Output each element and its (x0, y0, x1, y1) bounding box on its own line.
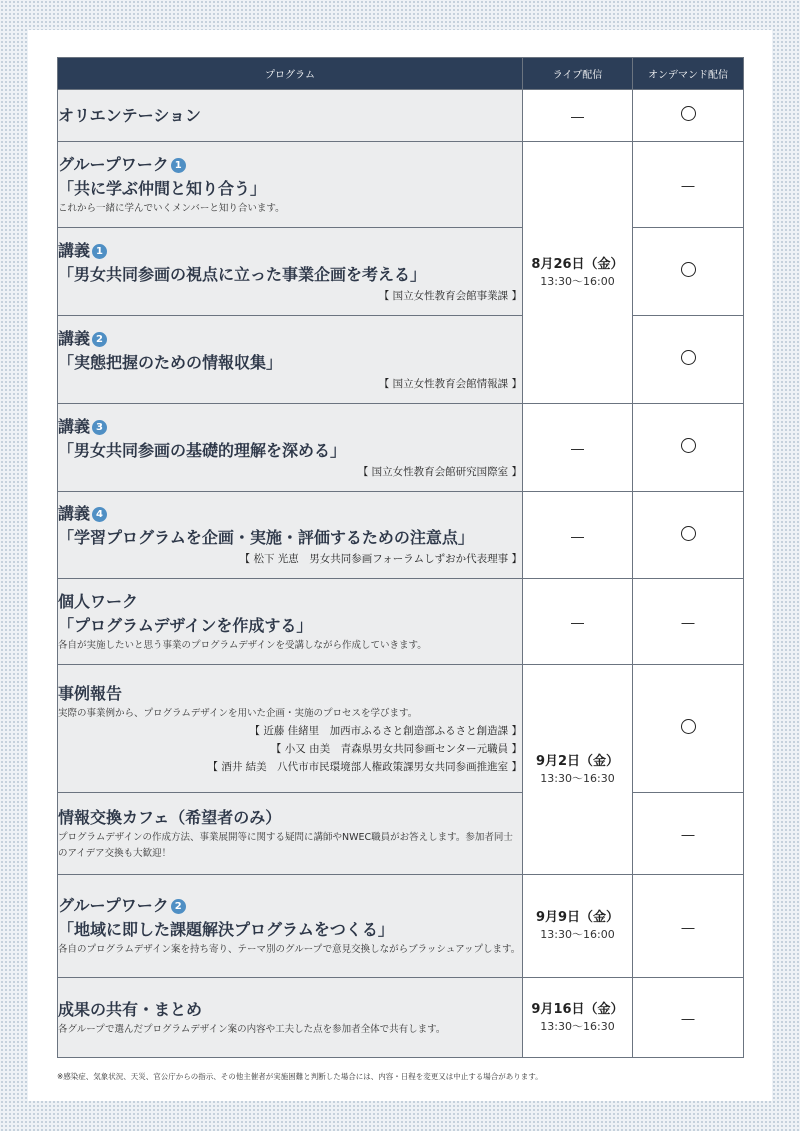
program-description: プログラムデザインの作成方法、事業展開等に関する疑問に講師やNWEC職員がお答えします。参加者同士のアイデア交換も大歓迎！ (58, 831, 513, 859)
program-subtitle: 「男女共同参画の基礎的理解を深める」 (58, 440, 347, 460)
program-sheet (28, 30, 772, 1101)
program-description: 各グループで選んだプログラムデザイン案の内容や工夫した点を参加者全体で共有します。 (58, 1023, 446, 1035)
program-title: 講義 (58, 416, 91, 436)
ondemand-cell (633, 316, 744, 404)
program-title: 事例報告 (58, 683, 123, 703)
program-description: 各自のプログラムデザイン案を持ち寄り、テーマ別のグループで意見交換しながらブラッシュアップします。 (58, 944, 521, 955)
lecturer: 【 国立女性教育会館事業課 】 (378, 289, 522, 302)
lecturer: 【 国立女性教育会館情報課 】 (378, 377, 522, 390)
ondemand-cell (633, 579, 744, 665)
table-row (58, 579, 744, 665)
program-cell (58, 875, 523, 978)
program-cell (58, 142, 523, 228)
program-description: 各自が実施したいと思う事業のプログラムデザインを受講しながら作成していきます。 (58, 639, 427, 651)
table-row (58, 404, 744, 492)
lecturer: 【 松下 光恵 男女共同参画フォーラムしずおか代表理事 】 (239, 553, 522, 565)
number-badge: 2 (171, 899, 186, 914)
program-cell (58, 793, 523, 875)
table-row (58, 316, 744, 404)
dash-mark: ― (681, 616, 695, 631)
program-subtitle: 「実態把握のための情報収集」 (58, 352, 283, 372)
session-time: 13:30〜16:00 (540, 928, 615, 941)
program-subtitle: 「共に学ぶ仲間と知り合う」 (58, 178, 267, 198)
ondemand-cell (633, 665, 744, 793)
session-time: 13:30〜16:30 (540, 1019, 615, 1033)
lecturer: 【 小又 由美 青森県男女共同参画センター元職員 】 (270, 742, 522, 755)
number-badge: 4 (92, 507, 107, 522)
program-title: 講義 (58, 504, 91, 523)
program-cell (58, 665, 523, 793)
program-description: これから一緒に学んでいくメンバーと知り合います。 (58, 202, 285, 214)
live-cell (523, 579, 633, 665)
header-program: プログラム (58, 58, 523, 90)
number-badge: 1 (171, 158, 186, 173)
live-cell (523, 492, 633, 579)
program-title: グループワーク (58, 154, 169, 174)
ondemand-cell (633, 404, 744, 492)
program-title: 情報交換カフェ（希望者のみ） (58, 807, 282, 827)
ondemand-cell (633, 492, 744, 579)
dash-mark: ― (681, 1012, 695, 1027)
session-date: 9月9日（金） (535, 910, 620, 925)
program-title: 講義 (58, 328, 91, 348)
ondemand-cell (633, 978, 744, 1058)
program-subtitle: 「学習プログラムを企画・実施・評価するための注意点」 (58, 528, 474, 547)
program-title: 個人ワーク (58, 591, 139, 611)
number-badge: 2 (92, 332, 107, 347)
program-title: 講義 (58, 240, 91, 260)
circle-mark (681, 526, 696, 541)
table-row (58, 665, 744, 793)
table-row (58, 492, 744, 579)
footnote: ※感染症、気象状況、天災、官公庁からの指示、その他主催者が実施困難と判断した場合には、内容・日程を変更又は中止する場合があります。 (57, 1072, 543, 1081)
table-row (58, 90, 744, 142)
circle-mark (681, 350, 696, 365)
program-subtitle: 「プログラムデザインを作成する」 (58, 615, 313, 635)
program-description: 実際の事業例から、プログラムデザインを用いた企画・実施のプロセスを学びます。 (58, 707, 418, 719)
live-cell (523, 404, 633, 492)
header-ondemand: オンデマンド配信 (633, 58, 744, 90)
program-cell (58, 492, 523, 579)
program-title: オリエンテーション (58, 105, 202, 125)
dash-mark: ― (681, 179, 695, 194)
program-table (57, 57, 744, 1058)
table-row (58, 978, 744, 1058)
lecturer: 【 近藤 佳緒里 加西市ふるさと創造部ふるさと創造課 】 (249, 724, 522, 737)
session-time: 13:30〜16:00 (540, 274, 615, 288)
live-cell-session-3 (523, 875, 633, 978)
circle-mark (681, 106, 696, 121)
lecturer: 【 酒井 結美 八代市市民環境部人権政策課男女共同参画推進室 】 (207, 760, 522, 773)
number-badge: 1 (92, 244, 107, 259)
ondemand-cell (633, 90, 744, 142)
program-subtitle: 「地域に即した課題解決プログラムをつくる」 (58, 920, 394, 939)
table-header (58, 58, 744, 90)
session-date: 9月2日（金） (535, 753, 620, 769)
program-cell (58, 978, 523, 1058)
program-subtitle: 「男女共同参画の視点に立った事業企画を考える」 (58, 264, 427, 284)
header-live: ライブ配信 (523, 58, 633, 90)
table-row (58, 875, 744, 978)
circle-mark (681, 719, 696, 734)
table-row (58, 142, 744, 228)
session-date: 9月16日（金） (531, 1001, 624, 1017)
live-cell-session-4 (523, 978, 633, 1058)
live-cell-session-1 (523, 142, 633, 404)
program-cell (58, 316, 523, 404)
dash-mark: ― (571, 529, 584, 545)
table-row (58, 793, 744, 875)
program-cell (58, 404, 523, 492)
live-cell (523, 90, 633, 142)
session-time: 13:30〜16:30 (540, 771, 615, 785)
circle-mark (681, 438, 696, 453)
ondemand-cell (633, 793, 744, 875)
dash-mark: ― (571, 442, 584, 457)
program-title: 成果の共有・まとめ (58, 999, 203, 1019)
program-cell (58, 90, 523, 142)
ondemand-cell (633, 875, 744, 978)
dash-mark: ― (681, 828, 695, 843)
table-row (58, 228, 744, 316)
lecturer: 【 国立女性教育会館研究国際室 】 (357, 465, 522, 478)
program-title: グループワーク (58, 896, 169, 915)
session-date: 8月26日（金） (531, 256, 624, 272)
ondemand-cell (633, 228, 744, 316)
program-cell (58, 228, 523, 316)
program-cell (58, 579, 523, 665)
ondemand-cell (633, 142, 744, 228)
dash-mark: ― (571, 110, 584, 125)
dash-mark: ― (571, 616, 584, 631)
circle-mark (681, 262, 696, 277)
dash-mark: ― (681, 920, 695, 936)
number-badge: 3 (92, 420, 107, 435)
live-cell-session-2 (523, 665, 633, 875)
